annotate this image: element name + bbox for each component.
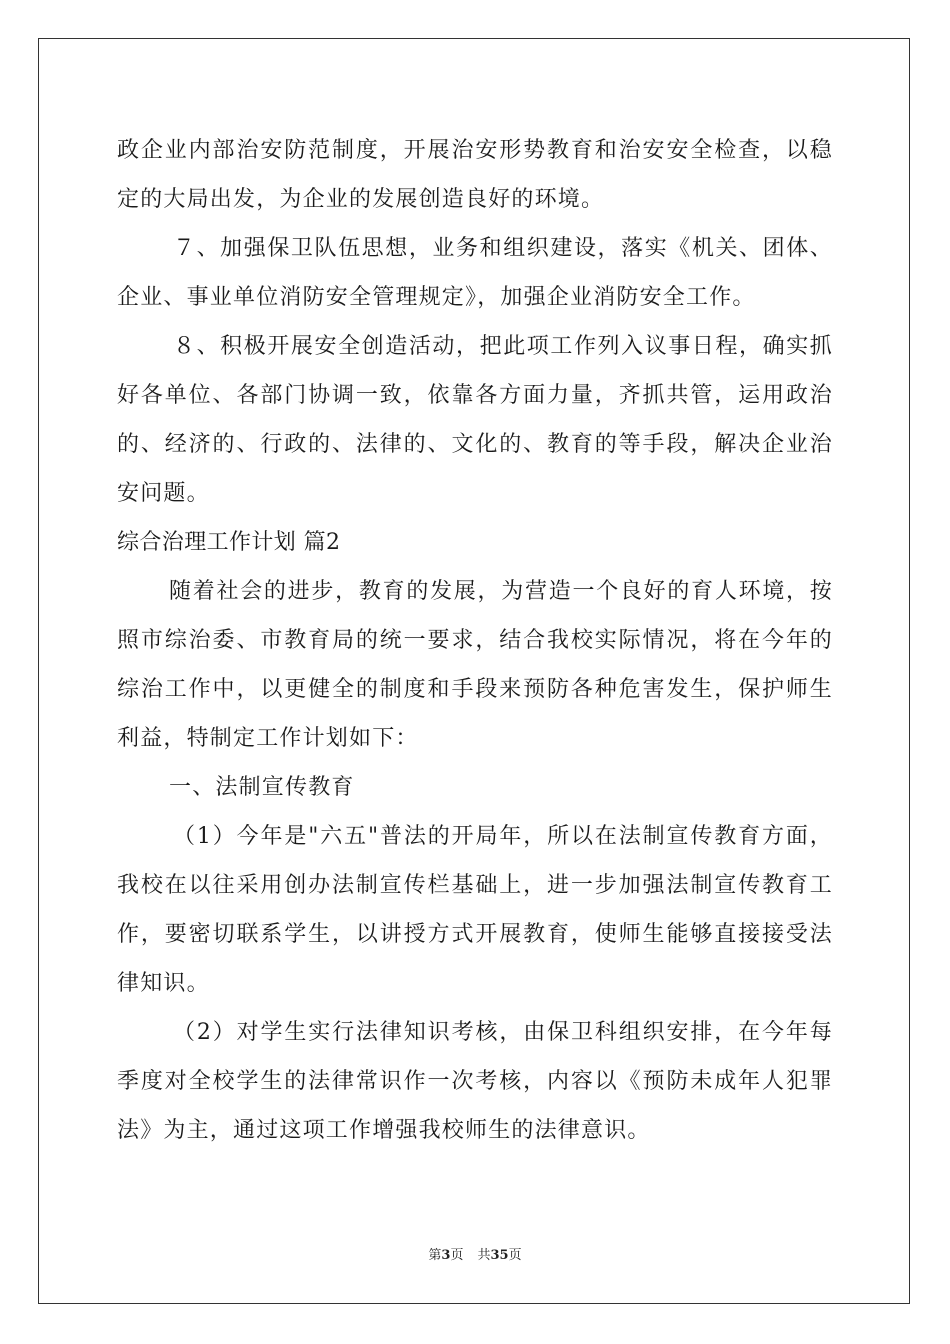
page-number: 3 (441, 1248, 451, 1263)
page-prefix: 第 (428, 1248, 442, 1263)
total-pages: 35 (490, 1248, 509, 1263)
paragraph-item-1: （1）今年是"六五"普法的开局年，所以在法制宣传教育方面， (173, 824, 833, 849)
paragraph-item-2: （2）对学生实行法律知识考核，由保卫科组织安排，在今年每 (173, 1020, 833, 1045)
text-line: 季度对全校学生的法律常识作一次考核，内容以《预防未成年人犯罪 (117, 1069, 833, 1094)
section-heading: 综合治理工作计划 篇2 (117, 530, 341, 555)
page-suffix: 页 (450, 1248, 464, 1263)
page-footer (0, 1248, 950, 1264)
total-prefix: 共 (477, 1248, 491, 1263)
paragraph-start: 随着社会的进步，教育的发展，为营造一个良好的育人环境，按 (169, 579, 833, 604)
text-line: 照市综治委、市教育局的统一要求，结合我校实际情况，将在今年的 (117, 628, 833, 653)
text-line: 我校在以往采用创办法制宣传栏基础上，进一步加强法制宣传教育工 (117, 873, 833, 898)
paragraph-item-8: ８、积极开展安全创造活动，把此项工作列入议事日程，确实抓 (173, 334, 833, 359)
text-line: 定的大局出发，为企业的发展创造良好的环境。 (117, 187, 605, 212)
text-line: 安问题。 (117, 481, 210, 506)
text-line: 法》为主，通过这项工作增强我校师生的法律意识。 (117, 1118, 651, 1143)
text-line: 好各单位、各部门协调一致，依靠各方面力量，齐抓共管，运用政治 (117, 383, 833, 408)
text-line: 利益，特制定工作计划如下： (117, 726, 419, 751)
text-line: 律知识。 (117, 971, 210, 996)
subsection-heading: 一、法制宣传教育 (169, 775, 355, 800)
text-line: 企业、事业单位消防安全管理规定》，加强企业消防安全工作。 (117, 285, 756, 310)
document-body (117, 126, 833, 1155)
total-suffix: 页 (508, 1248, 522, 1263)
text-line: 的、经济的、行政的、法律的、文化的、教育的等手段，解决企业治 (117, 432, 833, 457)
paragraph-item-7: ７、加强保卫队伍思想，业务和组织建设，落实《机关、团体、 (173, 236, 833, 261)
text-line: 综治工作中，以更健全的制度和手段来预防各种危害发生，保护师生 (117, 677, 833, 702)
text-line: 作，要密切联系学生，以讲授方式开展教育，使师生能够直接接受法 (117, 922, 833, 947)
text-line: 政企业内部治安防范制度，开展治安形势教育和治安安全检查，以稳 (117, 138, 833, 163)
